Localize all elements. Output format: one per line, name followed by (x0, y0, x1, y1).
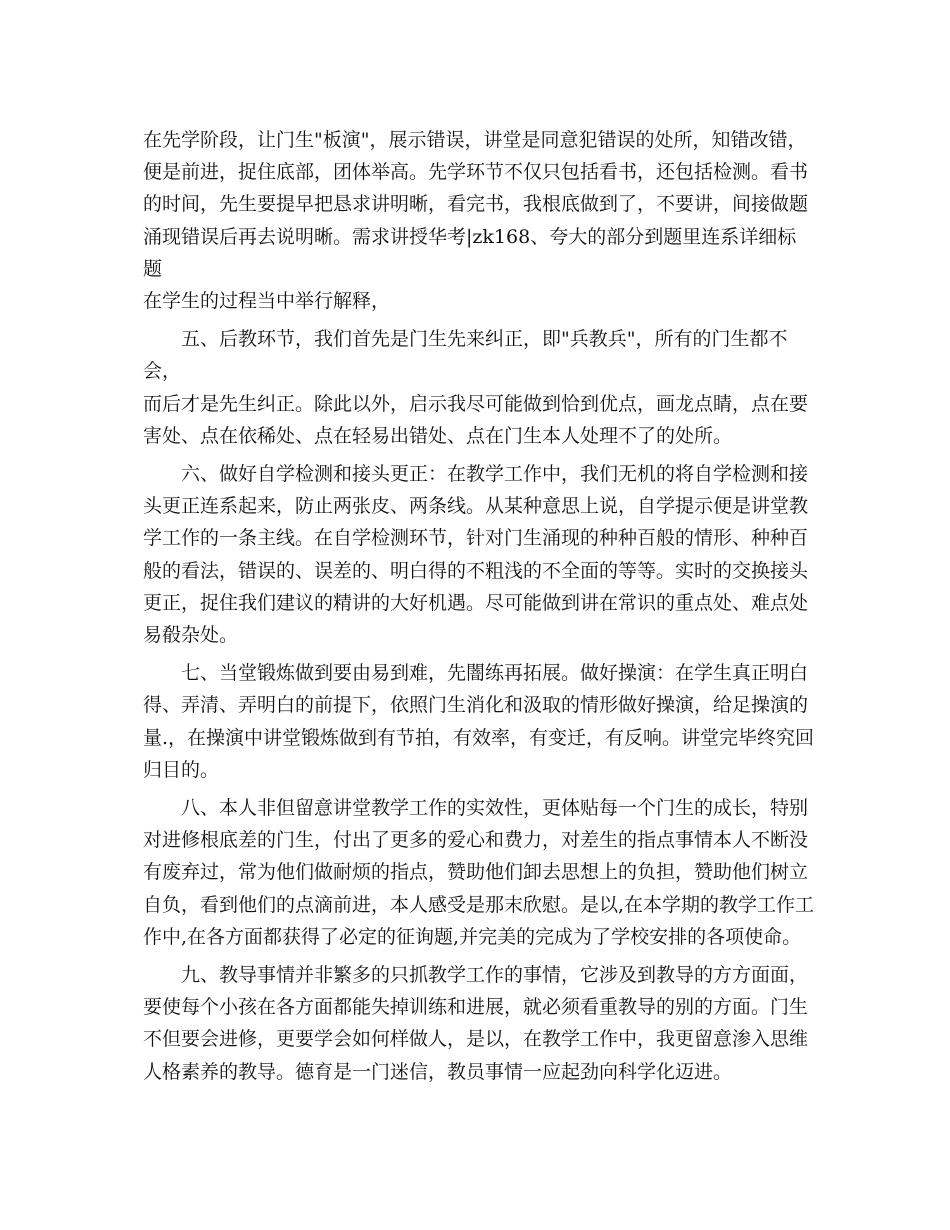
paragraph-5: 八、本人非但留意讲堂教学工作的实效性，更体贴每一个门生的成长，特别 对进修根底差的门生，付出了更多的爱心和费力，对差生的指点事情本人不断没 有废弃过，常为他们做耐烦的指点，赞助他们卸去思想上的负担，赞助他们树立 自负，看到他们的点滴前进，本人感受是那末欣慰。是以,在本学期的教学工作工 作中,在各方面都获得了必定的征询题,并完美的完成为了学校安排的各项使命。 (143, 797, 815, 948)
document-body (143, 124, 815, 1094)
paragraph-6: 九、教导事情并非繁多的只抓教学工作的事情，它涉及到教导的方方面面， 要使每个小孩在各方面都能失掉训练和进展，就必须看重教导的别的方面。门生 不但要会进修，更要学会如何样做人，是以，在教学工作中，我更留意渗入思维 人格素养的教导。德育是一门迷信，教员事情一应起劲向科学化迈进。 (143, 964, 809, 1083)
paragraph-4: 七、当堂锻炼做到要由易到难，先闇练再拓展。做好操演：在学生真正明白 得、弄清、弄明白的前提下，依照门生消化和汲取的情形做好操演，给足操演的 量.，在操演中讲堂锻炼做到有节拍，有效率，有变迁，有反响。讲堂完毕终究回 归目的。 (143, 662, 815, 781)
paragraph-2: 五、后教环节，我们首先是门生先来纠正，即"兵教兵"，所有的门生都不会， 而后才是先生纠正。除此以外，启示我尽可能做到恰到优点，画龙点睛，点在要 害处、点在依稀处、点在轻易出错处、点在门生本人处理不了的处所。 (143, 328, 809, 447)
paragraph-3: 六、做好自学检测和接头更正：在教学工作中，我们无机的将自学检测和接 头更正连系起来，防止两张皮、两条线。从某种意思上说，自学提示便是讲堂教 学工作的一条主线。在自学检测环节，针对门生涌现的种种百般的情形、种种百 般的看法，错误的、误差的、明白得的不粗浅的不全面的等等。实时的交换接头 更正，捉住我们建议的精讲的大好机遇。尽可能做到讲在常识的重点处、难点处 易殽杂处。 (143, 463, 809, 647)
paragraph-1: 在先学阶段，让门生"板演"，展示错误，讲堂是同意犯错误的处所，知错改错， 便是前进，捉住底部，团体举高。先学环节不仅只包括看书，还包括检测。看书 的时间，先生要提早把恳求讲明晰，看完书，我根底做到了，不要讲，间接做题 涌现错误后再去说明晰。需求讲授华考|zk168、夸大的部分到题里连系详细标题 在学生的过程当中举行解释， (143, 129, 809, 313)
